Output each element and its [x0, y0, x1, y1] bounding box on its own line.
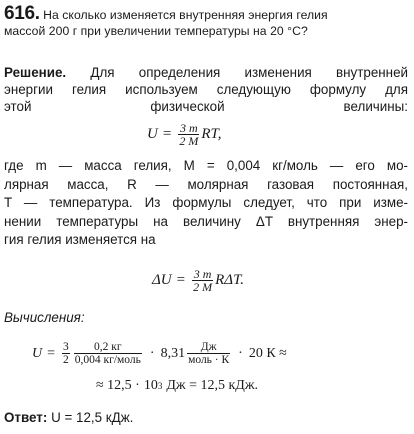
- calc-pow-exp: 3: [157, 381, 163, 391]
- formula1-frac-num: 3 m: [179, 121, 198, 135]
- calc-f1-den: 2: [63, 354, 69, 366]
- explain-line: нении температуры на величину ΔT внутренняя энер-: [4, 213, 408, 229]
- formula2-fraction: [192, 268, 213, 293]
- formula2-frac-den: 2 M: [193, 280, 213, 294]
- calc-approx: ≈ 12,5 ·: [96, 378, 140, 393]
- formula2-lhs: ΔU: [152, 272, 172, 288]
- solution-intro-line2: энергии гелия используем следующую формулу для: [4, 82, 408, 97]
- calc-f2-num: 0,2 кг: [94, 341, 122, 353]
- formula1-fraction: [178, 122, 199, 147]
- calculation-line1: [32, 341, 287, 366]
- calc-lhs: U: [32, 345, 43, 361]
- problem-text-line1: На сколько изменяется внутренняя энергия гелия: [43, 8, 328, 22]
- formula2-frac-num: 3 m: [193, 267, 212, 281]
- calc-f3-num: Дж: [200, 341, 217, 353]
- calc-f1-num: 3: [63, 341, 69, 353]
- formula-energy-change: [152, 268, 244, 293]
- formula2-eq: =: [176, 272, 186, 288]
- explain-line: где m — масса гелия, M = 0,004 кг/моль — его мо-: [4, 158, 408, 173]
- explain-line: гия гелия изменяется на: [4, 232, 156, 247]
- solution-explanation: [4, 157, 408, 250]
- calc-pow-base: 10: [143, 378, 158, 393]
- solution-label: Решение.: [4, 65, 67, 80]
- answer: [4, 410, 133, 425]
- calc-dot1: ·: [149, 345, 155, 361]
- solution-intro-line1: Для определения изменения внутренней: [90, 65, 408, 80]
- calc-frac-units: [187, 341, 230, 366]
- calc-f3-den: моль · К: [188, 354, 230, 366]
- formula1-lhs: U: [147, 126, 158, 142]
- calc-frac-mass: [74, 341, 142, 366]
- calculation-line2: [96, 378, 258, 394]
- calc-f2-den: 0,004 кг/моль: [74, 354, 141, 366]
- calc-r-value: 8,31: [160, 345, 186, 361]
- calc-frac-three-halves: [62, 341, 70, 366]
- formula1-rhs: RT,: [201, 126, 222, 142]
- formula1-eq: =: [162, 126, 172, 142]
- formula-internal-energy: [147, 122, 221, 147]
- answer-value: U = 12,5 кДж.: [51, 410, 134, 425]
- explain-line: T — температура. Из формулы следует, что при изме-: [4, 195, 408, 210]
- calc-dot2: ·: [238, 345, 243, 361]
- calc-t-value: 20 К ≈: [248, 345, 287, 361]
- problem-text-line2: массой 200 г при увеличении температуры на 20 °С?: [4, 24, 308, 38]
- problem-statement: [4, 3, 408, 39]
- problem-number: 616.: [4, 3, 40, 24]
- formula2-rhs: RΔT.: [215, 272, 245, 288]
- answer-label: Ответ:: [4, 410, 48, 425]
- calc-eq: =: [47, 345, 56, 361]
- solution-intro: [4, 64, 408, 115]
- formula1-frac-den: 2 M: [179, 134, 199, 148]
- calc-rest: Дж = 12,5 кДж.: [166, 378, 259, 393]
- solution-intro-line3: этой физической величины:: [4, 99, 408, 114]
- calculation-label: Вычисления:: [4, 310, 85, 325]
- explain-line: лярная масса, R — молярная газовая постоянная,: [4, 176, 408, 192]
